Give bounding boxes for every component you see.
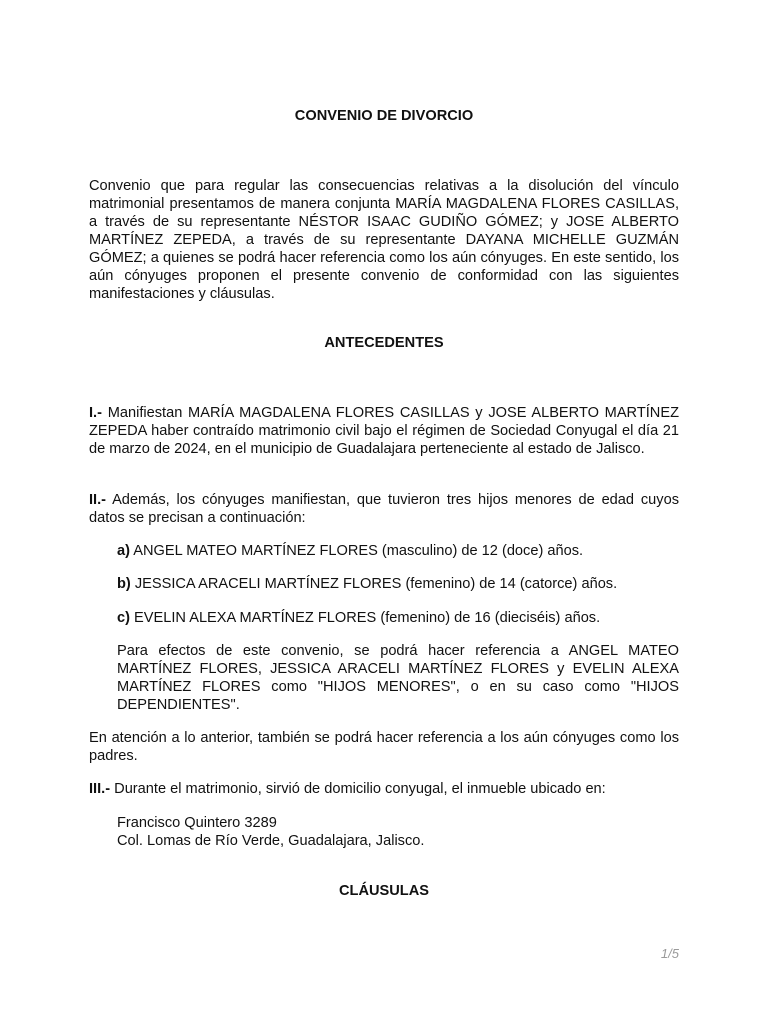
clausulas-heading: CLÁUSULAS — [339, 883, 429, 899]
page-number: 1/5 — [660, 946, 679, 961]
child-a-text: ANGEL MATEO MARTÍNEZ FLORES (masculino) de 12 (doce) años. — [133, 543, 584, 559]
antecedente-i-text: Manifiestan MARÍA MAGDALENA FLORES CASILLAS y JOSE ALBERTO MARTÍNEZ ZEPEDA haber contraído matrimonio civil bajo el régimen de Sociedad Conyugal el día 21 de marzo de 2024, en el municipio de Guadalajara perteneciente al estado de Jalisco. — [89, 405, 679, 457]
child-c-label: c) — [117, 610, 130, 626]
antecedente-ii-label: II.- — [89, 492, 107, 508]
child-c-text: EVELIN ALEXA MARTÍNEZ FLORES (femenino) de 16 (dieciséis) años. — [134, 610, 601, 626]
child-item-c — [117, 609, 679, 627]
address-line-1: Francisco Quintero 3289 — [117, 815, 277, 831]
address-line-2: Col. Lomas de Río Verde, Guadalajara, Jalisco. — [117, 833, 425, 849]
antecedente-iii — [89, 780, 679, 798]
child-a-label: a) — [117, 543, 130, 559]
parents-reference-paragraph: En atención a lo anterior, también se podrá hacer referencia a los aún cónyuges como los padres. — [89, 730, 679, 764]
antecedente-iii-label: III.- — [89, 781, 111, 797]
intro-paragraph: Convenio que para regular las consecuencias relativas a la disolución del vínculo matrimonial presentamos de manera conjunta MARÍA MAGDALENA FLORES CASILLAS, a través de su representante NÉSTOR ISAAC GUDIÑO GÓMEZ; y JOSE ALBERTO MARTÍNEZ ZEPEDA, a través de su representante DAYANA MICHELLE GUZMÁN GÓMEZ; a quienes se podrá hacer referencia como los aún cónyuges. En este sentido, los aún cónyuges proponen el presente convenio de conformidad con las siguientes manifestaciones y cláusulas. — [89, 178, 679, 302]
antecedente-ii-text: Además, los cónyuges manifiestan, que tuvieron tres hijos menores de edad cuyos datos se precisan a continuación: — [89, 492, 679, 526]
child-item-a — [117, 542, 679, 560]
antecedentes-heading: ANTECEDENTES — [324, 335, 444, 351]
child-b-text: JESSICA ARACELI MARTÍNEZ FLORES (femenino) de 14 (catorce) años. — [134, 576, 618, 592]
address-block — [117, 814, 679, 850]
antecedente-iii-text: Durante el matrimonio, sirvió de domicilio conyugal, el inmueble ubicado en: — [114, 781, 606, 797]
child-item-b — [117, 575, 679, 593]
children-reference-paragraph: Para efectos de este convenio, se podrá hacer referencia a ANGEL MATEO MARTÍNEZ FLORES, JESSICA ARACELI MARTÍNEZ FLORES y EVELIN ALEXA MARTÍNEZ FLORES como "HIJOS MENORES", o en su caso como "HIJOS DEPENDIENTES". — [117, 643, 679, 713]
antecedente-i-label: I.- — [89, 405, 102, 421]
antecedente-ii — [89, 491, 679, 527]
antecedente-i — [89, 404, 679, 458]
document-title: CONVENIO DE DIVORCIO — [294, 108, 474, 124]
child-b-label: b) — [117, 576, 131, 592]
